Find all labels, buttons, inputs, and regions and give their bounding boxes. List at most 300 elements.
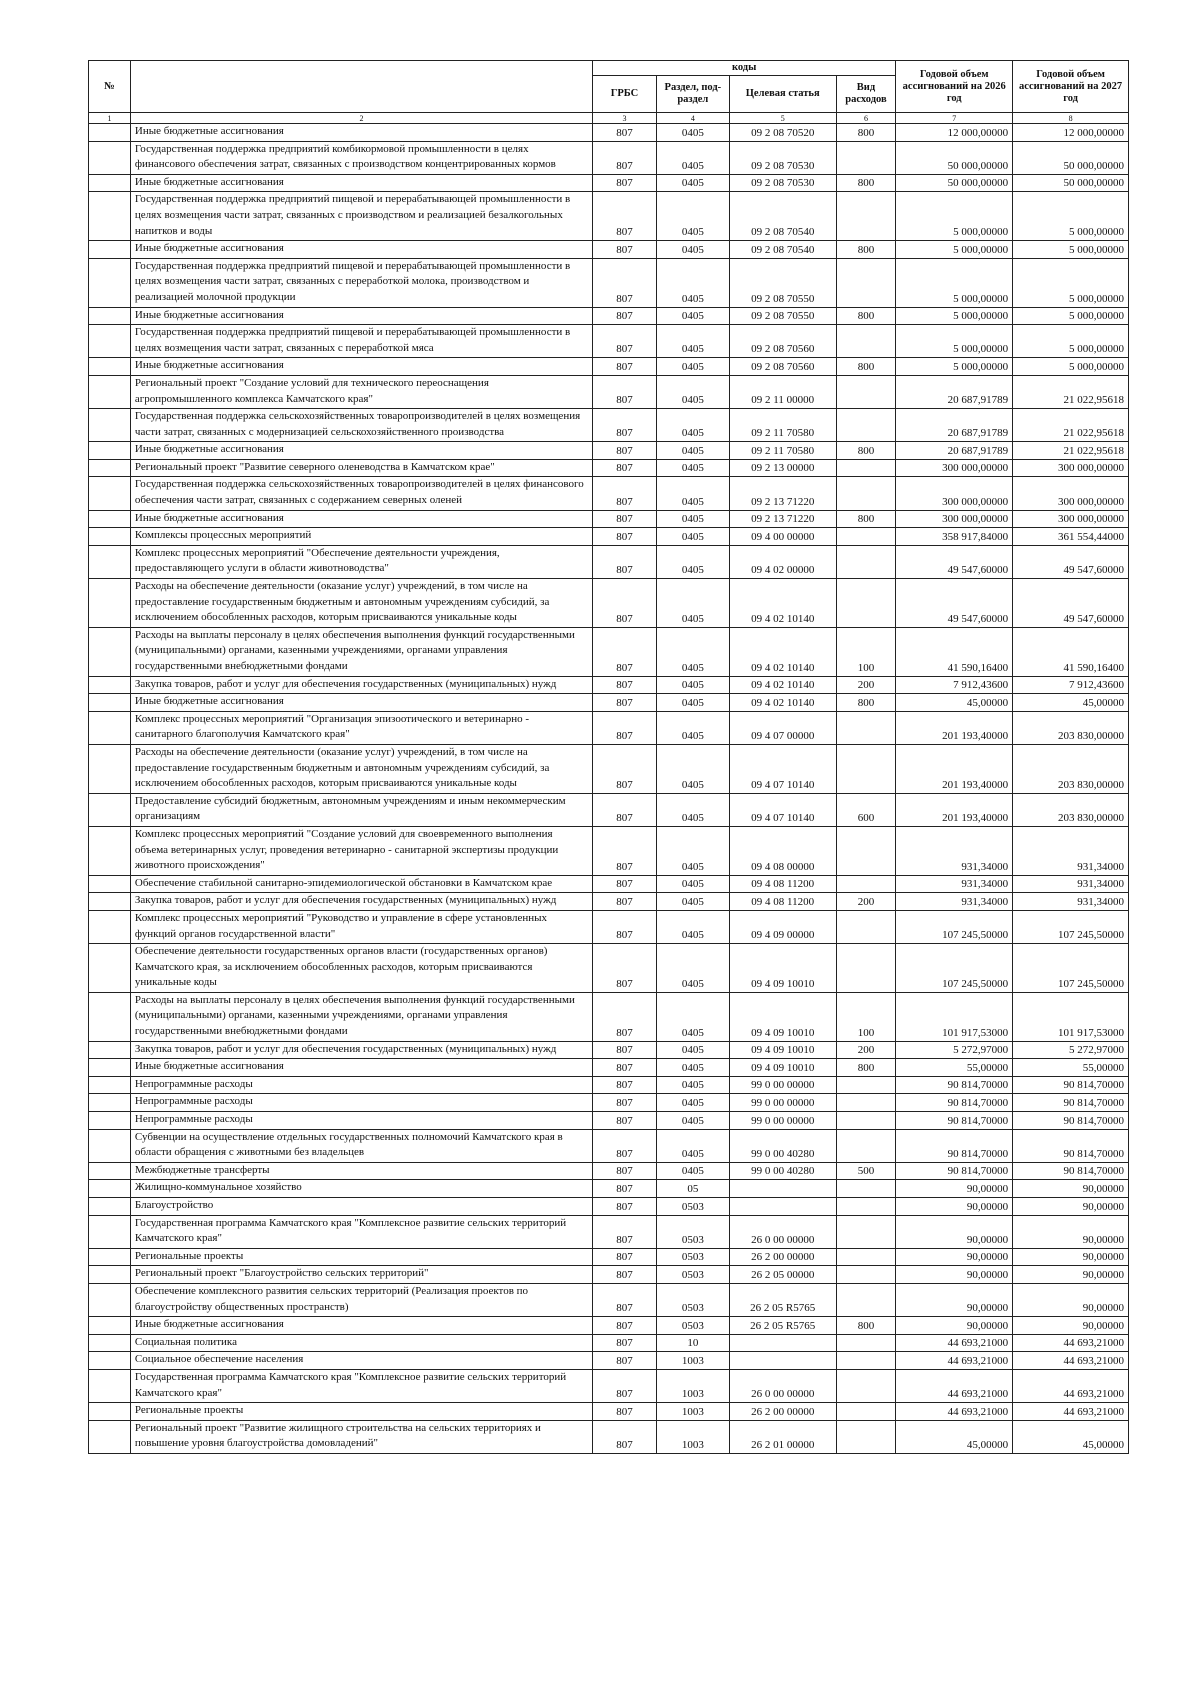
cell-grbs: 807 bbox=[593, 910, 657, 943]
cell-grbs: 807 bbox=[593, 1198, 657, 1216]
cell-2026: 5 000,00000 bbox=[896, 358, 1013, 376]
cell-2026: 90,00000 bbox=[896, 1198, 1013, 1216]
table-row bbox=[89, 358, 1129, 376]
cell-num bbox=[89, 1094, 131, 1112]
cell-name: Государственная поддержка предприятий пищевой и перерабатывающей промышленности в целях возмещения части затрат, связанных с производством и реализацией безалкогольных напитков и воды bbox=[130, 192, 592, 241]
cell-2027: 21 022,95618 bbox=[1013, 375, 1129, 408]
table-row bbox=[89, 1420, 1129, 1453]
cell-grbs: 807 bbox=[593, 711, 657, 744]
cell-2026: 931,34000 bbox=[896, 893, 1013, 911]
cell-grbs: 807 bbox=[593, 893, 657, 911]
header-kind: Вид расходов bbox=[836, 76, 896, 113]
cell-2027: 5 000,00000 bbox=[1013, 258, 1129, 307]
cell-section: 0405 bbox=[656, 459, 729, 477]
cell-2026: 50 000,00000 bbox=[896, 141, 1013, 174]
cell-grbs: 807 bbox=[593, 826, 657, 875]
cell-name: Комплексы процессных мероприятий bbox=[130, 528, 592, 546]
cell-kind: 100 bbox=[836, 627, 896, 676]
cell-kind: 800 bbox=[836, 358, 896, 376]
table-row bbox=[89, 375, 1129, 408]
cell-kind: 800 bbox=[836, 510, 896, 528]
cell-name: Закупка товаров, работ и услуг для обеспечения государственных (муниципальных) нужд bbox=[130, 893, 592, 911]
cell-name: Расходы на обеспечение деятельности (оказание услуг) учреждений, в том числе на предоставление государственным бюджетным и автономным учреждениям субсидий, за исключением обособленных расходов, которым присваиваются уникальные коды bbox=[130, 744, 592, 793]
cell-num bbox=[89, 241, 131, 259]
cell-section: 0405 bbox=[656, 477, 729, 510]
cell-2026: 90 814,70000 bbox=[896, 1129, 1013, 1162]
cell-2027: 5 000,00000 bbox=[1013, 325, 1129, 358]
cell-section: 0405 bbox=[656, 910, 729, 943]
table-row bbox=[89, 1369, 1129, 1402]
table-row bbox=[89, 875, 1129, 893]
cell-kind: 200 bbox=[836, 1041, 896, 1059]
cell-num bbox=[89, 124, 131, 142]
cell-name: Государственная поддержка сельскохозяйственных товаропроизводителей в целях финансового обеспечения части затрат, связанных с содержанием северных оленей bbox=[130, 477, 592, 510]
cell-target: 09 4 02 00000 bbox=[729, 545, 836, 578]
cell-2027: 5 000,00000 bbox=[1013, 241, 1129, 259]
cell-2026: 45,00000 bbox=[896, 1420, 1013, 1453]
cell-name: Межбюджетные трансферты bbox=[130, 1162, 592, 1180]
cell-section: 0503 bbox=[656, 1215, 729, 1248]
table-row bbox=[89, 944, 1129, 993]
table-row bbox=[89, 1076, 1129, 1094]
cell-section: 0405 bbox=[656, 1129, 729, 1162]
table-row bbox=[89, 1317, 1129, 1335]
cell-name: Закупка товаров, работ и услуг для обеспечения государственных (муниципальных) нужд bbox=[130, 1041, 592, 1059]
cell-target: 09 2 11 70580 bbox=[729, 442, 836, 460]
cell-target: 09 4 02 10140 bbox=[729, 627, 836, 676]
cell-target: 09 2 08 70550 bbox=[729, 258, 836, 307]
cell-2027: 5 000,00000 bbox=[1013, 192, 1129, 241]
header-colnum-3: 3 bbox=[593, 113, 657, 124]
table-row bbox=[89, 459, 1129, 477]
cell-2027: 300 000,00000 bbox=[1013, 459, 1129, 477]
cell-kind bbox=[836, 1248, 896, 1266]
table-row bbox=[89, 510, 1129, 528]
cell-2027: 203 830,00000 bbox=[1013, 793, 1129, 826]
cell-num bbox=[89, 1369, 131, 1402]
cell-name: Иные бюджетные ассигнования bbox=[130, 307, 592, 325]
header-2027: Годовой объем ассигнований на 2027 год bbox=[1013, 61, 1129, 113]
cell-target: 09 2 13 71220 bbox=[729, 477, 836, 510]
table-row bbox=[89, 241, 1129, 259]
cell-target: 26 2 00 00000 bbox=[729, 1403, 836, 1421]
cell-2027: 90,00000 bbox=[1013, 1180, 1129, 1198]
cell-grbs: 807 bbox=[593, 1076, 657, 1094]
cell-section: 0405 bbox=[656, 258, 729, 307]
table-row bbox=[89, 1180, 1129, 1198]
cell-name: Региональные проекты bbox=[130, 1248, 592, 1266]
cell-num bbox=[89, 1334, 131, 1352]
header-target: Целевая статья bbox=[729, 76, 836, 113]
cell-section: 1003 bbox=[656, 1420, 729, 1453]
cell-section: 0405 bbox=[656, 1059, 729, 1077]
table-body bbox=[89, 124, 1129, 1454]
table-row bbox=[89, 1059, 1129, 1077]
cell-num bbox=[89, 1059, 131, 1077]
cell-2027: 90,00000 bbox=[1013, 1266, 1129, 1284]
cell-grbs: 807 bbox=[593, 459, 657, 477]
cell-num bbox=[89, 711, 131, 744]
cell-num bbox=[89, 1317, 131, 1335]
cell-section: 0405 bbox=[656, 358, 729, 376]
cell-section: 0503 bbox=[656, 1317, 729, 1335]
table-row bbox=[89, 307, 1129, 325]
cell-target: 26 2 05 R5765 bbox=[729, 1317, 836, 1335]
cell-2027: 7 912,43600 bbox=[1013, 676, 1129, 694]
cell-name: Государственная программа Камчатского края "Комплексное развитие сельских территорий Камчатского края" bbox=[130, 1215, 592, 1248]
cell-target: 09 2 08 70530 bbox=[729, 141, 836, 174]
cell-num bbox=[89, 358, 131, 376]
cell-2027: 90 814,70000 bbox=[1013, 1162, 1129, 1180]
cell-2026: 20 687,91789 bbox=[896, 442, 1013, 460]
cell-grbs: 807 bbox=[593, 1283, 657, 1316]
cell-target: 09 2 13 71220 bbox=[729, 510, 836, 528]
cell-name: Региональные проекты bbox=[130, 1403, 592, 1421]
cell-target: 99 0 00 00000 bbox=[729, 1076, 836, 1094]
table-row bbox=[89, 442, 1129, 460]
cell-grbs: 807 bbox=[593, 258, 657, 307]
cell-name: Обеспечение стабильной санитарно-эпидемиологической обстановки в Камчатском крае bbox=[130, 875, 592, 893]
cell-section: 0405 bbox=[656, 375, 729, 408]
budget-table-sheet bbox=[88, 60, 1129, 1454]
cell-target: 26 2 01 00000 bbox=[729, 1420, 836, 1453]
cell-target: 09 4 07 10140 bbox=[729, 793, 836, 826]
cell-num bbox=[89, 893, 131, 911]
cell-2026: 5 000,00000 bbox=[896, 241, 1013, 259]
cell-name: Непрограммные расходы bbox=[130, 1094, 592, 1112]
cell-target bbox=[729, 1334, 836, 1352]
cell-name: Жилищно-коммунальное хозяйство bbox=[130, 1180, 592, 1198]
cell-section: 0503 bbox=[656, 1283, 729, 1316]
table-row bbox=[89, 893, 1129, 911]
cell-kind: 800 bbox=[836, 1059, 896, 1077]
cell-num bbox=[89, 875, 131, 893]
cell-2027: 5 000,00000 bbox=[1013, 358, 1129, 376]
table-row bbox=[89, 1403, 1129, 1421]
cell-target: 09 4 09 10010 bbox=[729, 1041, 836, 1059]
cell-kind: 800 bbox=[836, 442, 896, 460]
cell-2027: 90,00000 bbox=[1013, 1283, 1129, 1316]
cell-2026: 41 590,16400 bbox=[896, 627, 1013, 676]
cell-section: 0405 bbox=[656, 545, 729, 578]
cell-section: 0503 bbox=[656, 1266, 729, 1284]
cell-grbs: 807 bbox=[593, 875, 657, 893]
cell-num bbox=[89, 1076, 131, 1094]
cell-kind: 500 bbox=[836, 1162, 896, 1180]
cell-target: 09 4 00 00000 bbox=[729, 528, 836, 546]
cell-2026: 20 687,91789 bbox=[896, 409, 1013, 442]
cell-kind: 200 bbox=[836, 676, 896, 694]
header-2026: Годовой объем ассигнований на 2026 год bbox=[896, 61, 1013, 113]
cell-target: 09 4 07 00000 bbox=[729, 711, 836, 744]
cell-section: 1003 bbox=[656, 1352, 729, 1370]
cell-target: 26 0 00 00000 bbox=[729, 1215, 836, 1248]
cell-num bbox=[89, 459, 131, 477]
cell-num bbox=[89, 1162, 131, 1180]
cell-num bbox=[89, 744, 131, 793]
cell-num bbox=[89, 1403, 131, 1421]
cell-kind: 800 bbox=[836, 124, 896, 142]
cell-grbs: 807 bbox=[593, 307, 657, 325]
cell-2026: 5 000,00000 bbox=[896, 258, 1013, 307]
table-row bbox=[89, 579, 1129, 628]
table-row bbox=[89, 192, 1129, 241]
cell-2027: 90,00000 bbox=[1013, 1215, 1129, 1248]
cell-name: Государственная программа Камчатского края "Комплексное развитие сельских территорий Камчатского края" bbox=[130, 1369, 592, 1402]
cell-2026: 90,00000 bbox=[896, 1266, 1013, 1284]
table-row bbox=[89, 325, 1129, 358]
header-colnum-4: 4 bbox=[656, 113, 729, 124]
cell-name: Расходы на выплаты персоналу в целях обеспечения выполнения функций государственными (муниципальными) органами, казенными учреждениями, органами управления государственными внебюджетными фондами bbox=[130, 992, 592, 1041]
cell-grbs: 807 bbox=[593, 477, 657, 510]
cell-num bbox=[89, 325, 131, 358]
cell-kind bbox=[836, 1369, 896, 1402]
cell-kind bbox=[836, 1283, 896, 1316]
cell-section: 0405 bbox=[656, 711, 729, 744]
cell-num bbox=[89, 510, 131, 528]
cell-grbs: 807 bbox=[593, 694, 657, 712]
cell-kind bbox=[836, 579, 896, 628]
cell-num bbox=[89, 307, 131, 325]
cell-target: 09 2 08 70560 bbox=[729, 358, 836, 376]
cell-2026: 5 000,00000 bbox=[896, 307, 1013, 325]
table-row bbox=[89, 1129, 1129, 1162]
cell-grbs: 807 bbox=[593, 1369, 657, 1402]
cell-num bbox=[89, 375, 131, 408]
cell-section: 0405 bbox=[656, 992, 729, 1041]
cell-kind bbox=[836, 1112, 896, 1130]
cell-grbs: 807 bbox=[593, 1059, 657, 1077]
cell-kind bbox=[836, 1198, 896, 1216]
cell-kind bbox=[836, 1420, 896, 1453]
cell-2026: 90,00000 bbox=[896, 1248, 1013, 1266]
cell-target: 09 2 08 70560 bbox=[729, 325, 836, 358]
header-colnum-2: 2 bbox=[130, 113, 592, 124]
table-row bbox=[89, 1198, 1129, 1216]
cell-name: Государственная поддержка предприятий пищевой и перерабатывающей промышленности в целях возмещения части затрат, связанных с переработкой мяса bbox=[130, 325, 592, 358]
cell-2026: 101 917,53000 bbox=[896, 992, 1013, 1041]
cell-2026: 20 687,91789 bbox=[896, 375, 1013, 408]
cell-2027: 45,00000 bbox=[1013, 1420, 1129, 1453]
cell-2027: 12 000,00000 bbox=[1013, 124, 1129, 142]
cell-name: Непрограммные расходы bbox=[130, 1076, 592, 1094]
cell-2027: 21 022,95618 bbox=[1013, 409, 1129, 442]
cell-grbs: 807 bbox=[593, 1112, 657, 1130]
cell-2026: 90 814,70000 bbox=[896, 1112, 1013, 1130]
cell-num bbox=[89, 442, 131, 460]
cell-grbs: 807 bbox=[593, 579, 657, 628]
cell-section: 0405 bbox=[656, 793, 729, 826]
cell-target: 09 4 09 10010 bbox=[729, 1059, 836, 1077]
cell-name: Иные бюджетные ассигнования bbox=[130, 1059, 592, 1077]
table-row bbox=[89, 826, 1129, 875]
cell-name: Иные бюджетные ассигнования bbox=[130, 241, 592, 259]
cell-num bbox=[89, 141, 131, 174]
cell-2027: 5 272,97000 bbox=[1013, 1041, 1129, 1059]
cell-kind bbox=[836, 1403, 896, 1421]
header-colnum-6: 6 bbox=[836, 113, 896, 124]
cell-target: 09 4 08 11200 bbox=[729, 893, 836, 911]
cell-name: Обеспечение комплексного развития сельских территорий (Реализация проектов по благоустройству общественных пространств) bbox=[130, 1283, 592, 1316]
cell-2026: 44 693,21000 bbox=[896, 1369, 1013, 1402]
cell-2026: 49 547,60000 bbox=[896, 579, 1013, 628]
cell-2026: 358 917,84000 bbox=[896, 528, 1013, 546]
cell-grbs: 807 bbox=[593, 528, 657, 546]
cell-num bbox=[89, 258, 131, 307]
cell-num bbox=[89, 694, 131, 712]
cell-2026: 44 693,21000 bbox=[896, 1352, 1013, 1370]
table-row bbox=[89, 694, 1129, 712]
cell-2026: 44 693,21000 bbox=[896, 1334, 1013, 1352]
cell-2027: 931,34000 bbox=[1013, 875, 1129, 893]
table-row bbox=[89, 528, 1129, 546]
cell-name: Комплекс процессных мероприятий "Создание условий для своевременного выполнения объема ветеринарных услуг, проведения ветеринарно - санитарной экспертизы продукции животного происхождения" bbox=[130, 826, 592, 875]
cell-kind bbox=[836, 477, 896, 510]
cell-kind: 800 bbox=[836, 241, 896, 259]
header-grbs: ГРБС bbox=[593, 76, 657, 113]
cell-grbs: 807 bbox=[593, 1403, 657, 1421]
cell-kind bbox=[836, 1129, 896, 1162]
cell-section: 0405 bbox=[656, 528, 729, 546]
cell-kind bbox=[836, 944, 896, 993]
cell-target: 09 4 07 10140 bbox=[729, 744, 836, 793]
cell-name: Региональный проект "Создание условий для технического переоснащения агропромышленного комплекса Камчатского края" bbox=[130, 375, 592, 408]
cell-2026: 90 814,70000 bbox=[896, 1094, 1013, 1112]
cell-grbs: 807 bbox=[593, 1215, 657, 1248]
cell-2026: 44 693,21000 bbox=[896, 1403, 1013, 1421]
cell-2026: 300 000,00000 bbox=[896, 459, 1013, 477]
cell-name: Региональный проект "Развитие северного оленеводства в Камчатском крае" bbox=[130, 459, 592, 477]
cell-num bbox=[89, 528, 131, 546]
table-row bbox=[89, 1352, 1129, 1370]
cell-section: 0405 bbox=[656, 325, 729, 358]
cell-num bbox=[89, 579, 131, 628]
cell-2027: 41 590,16400 bbox=[1013, 627, 1129, 676]
cell-name: Обеспечение деятельности государственных органов власти (государственных органов) Камчатского края, за исключением обособленных расходов, которым присваиваются уникальные коды bbox=[130, 944, 592, 993]
cell-num bbox=[89, 174, 131, 192]
cell-2026: 5 000,00000 bbox=[896, 192, 1013, 241]
header-colnum-7: 7 bbox=[896, 113, 1013, 124]
cell-name: Иные бюджетные ассигнования bbox=[130, 1317, 592, 1335]
header-colnum-1: 1 bbox=[89, 113, 131, 124]
cell-grbs: 807 bbox=[593, 1317, 657, 1335]
cell-kind bbox=[836, 192, 896, 241]
cell-2026: 49 547,60000 bbox=[896, 545, 1013, 578]
cell-num bbox=[89, 1215, 131, 1248]
cell-section: 0405 bbox=[656, 241, 729, 259]
budget-table bbox=[88, 60, 1129, 1454]
cell-2026: 107 245,50000 bbox=[896, 910, 1013, 943]
cell-section: 0405 bbox=[656, 875, 729, 893]
cell-section: 05 bbox=[656, 1180, 729, 1198]
cell-grbs: 807 bbox=[593, 1180, 657, 1198]
cell-grbs: 807 bbox=[593, 1041, 657, 1059]
table-row bbox=[89, 1162, 1129, 1180]
cell-name: Предоставление субсидий бюджетным, автономным учреждениям и иным некоммерческим организациям bbox=[130, 793, 592, 826]
cell-name: Иные бюджетные ассигнования bbox=[130, 358, 592, 376]
cell-name: Расходы на обеспечение деятельности (оказание услуг) учреждений, в том числе на предоставление государственным бюджетным и автономным учреждениям субсидий, за исключением обособленных расходов, которым присваиваются уникальные коды bbox=[130, 579, 592, 628]
cell-grbs: 807 bbox=[593, 1129, 657, 1162]
cell-num bbox=[89, 1198, 131, 1216]
cell-section: 0405 bbox=[656, 307, 729, 325]
cell-grbs: 807 bbox=[593, 992, 657, 1041]
cell-grbs: 807 bbox=[593, 793, 657, 826]
cell-2027: 90 814,70000 bbox=[1013, 1112, 1129, 1130]
cell-kind bbox=[836, 459, 896, 477]
cell-2027: 5 000,00000 bbox=[1013, 307, 1129, 325]
cell-section: 0405 bbox=[656, 141, 729, 174]
cell-num bbox=[89, 545, 131, 578]
cell-num bbox=[89, 1248, 131, 1266]
cell-2026: 90,00000 bbox=[896, 1215, 1013, 1248]
cell-grbs: 807 bbox=[593, 944, 657, 993]
cell-name: Закупка товаров, работ и услуг для обеспечения государственных (муниципальных) нужд bbox=[130, 676, 592, 694]
table-row bbox=[89, 793, 1129, 826]
cell-num bbox=[89, 192, 131, 241]
cell-kind bbox=[836, 826, 896, 875]
cell-target: 09 2 13 00000 bbox=[729, 459, 836, 477]
cell-name: Субвенции на осуществление отдельных государственных полномочий Камчатского края в области обращения с животными без владельцев bbox=[130, 1129, 592, 1162]
cell-kind: 800 bbox=[836, 307, 896, 325]
cell-kind bbox=[836, 325, 896, 358]
cell-section: 0405 bbox=[656, 510, 729, 528]
cell-grbs: 807 bbox=[593, 510, 657, 528]
cell-num bbox=[89, 627, 131, 676]
cell-section: 0405 bbox=[656, 826, 729, 875]
cell-kind: 800 bbox=[836, 694, 896, 712]
table-row bbox=[89, 1215, 1129, 1248]
cell-grbs: 807 bbox=[593, 1266, 657, 1284]
cell-num bbox=[89, 1180, 131, 1198]
cell-num bbox=[89, 826, 131, 875]
table-row bbox=[89, 1283, 1129, 1316]
cell-num bbox=[89, 676, 131, 694]
cell-2026: 300 000,00000 bbox=[896, 510, 1013, 528]
cell-2027: 50 000,00000 bbox=[1013, 174, 1129, 192]
cell-name: Иные бюджетные ассигнования bbox=[130, 124, 592, 142]
header-num: № bbox=[89, 61, 131, 113]
cell-section: 0405 bbox=[656, 694, 729, 712]
cell-kind bbox=[836, 141, 896, 174]
cell-grbs: 807 bbox=[593, 744, 657, 793]
cell-2026: 201 193,40000 bbox=[896, 744, 1013, 793]
cell-2027: 361 554,44000 bbox=[1013, 528, 1129, 546]
cell-grbs: 807 bbox=[593, 442, 657, 460]
cell-kind: 200 bbox=[836, 893, 896, 911]
cell-grbs: 807 bbox=[593, 375, 657, 408]
cell-2026: 7 912,43600 bbox=[896, 676, 1013, 694]
cell-section: 0405 bbox=[656, 442, 729, 460]
cell-2027: 90,00000 bbox=[1013, 1198, 1129, 1216]
table-row bbox=[89, 258, 1129, 307]
cell-kind bbox=[836, 1334, 896, 1352]
cell-num bbox=[89, 1041, 131, 1059]
cell-section: 0405 bbox=[656, 627, 729, 676]
cell-kind bbox=[836, 1180, 896, 1198]
cell-target: 09 2 08 70530 bbox=[729, 174, 836, 192]
table-row bbox=[89, 992, 1129, 1041]
table-row bbox=[89, 1112, 1129, 1130]
cell-2027: 45,00000 bbox=[1013, 694, 1129, 712]
cell-2027: 44 693,21000 bbox=[1013, 1334, 1129, 1352]
cell-grbs: 807 bbox=[593, 1352, 657, 1370]
cell-2026: 90,00000 bbox=[896, 1180, 1013, 1198]
cell-target: 09 2 08 70540 bbox=[729, 241, 836, 259]
cell-2027: 50 000,00000 bbox=[1013, 141, 1129, 174]
cell-kind: 100 bbox=[836, 992, 896, 1041]
cell-section: 0503 bbox=[656, 1248, 729, 1266]
header-section: Раздел, под-раздел bbox=[656, 76, 729, 113]
